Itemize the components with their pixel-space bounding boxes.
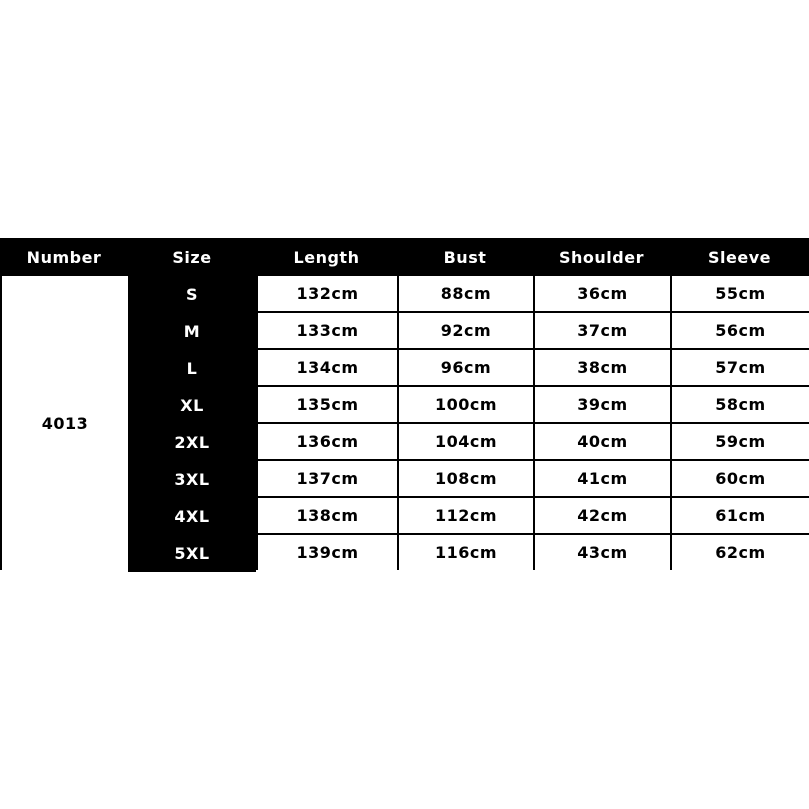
sleeve-cell: 62cm <box>672 535 809 570</box>
length-cell: 137cm <box>258 461 397 496</box>
bust-cell: 96cm <box>399 350 533 385</box>
model-number: 4013 <box>2 276 128 571</box>
length-cell: 136cm <box>258 424 397 459</box>
size-cell: L <box>128 350 256 387</box>
header-size: Size <box>128 238 256 276</box>
header-number: Number <box>0 238 128 276</box>
header-bust: Bust <box>397 238 533 276</box>
shoulder-cell: 40cm <box>535 424 670 459</box>
shoulder-cell: 41cm <box>535 461 670 496</box>
size-cell: M <box>128 313 256 350</box>
sleeve-cell: 57cm <box>672 350 809 385</box>
length-cell: 138cm <box>258 498 397 533</box>
bust-cell: 104cm <box>399 424 533 459</box>
header-length: Length <box>256 238 397 276</box>
size-cell: 5XL <box>128 535 256 572</box>
bust-cell: 108cm <box>399 461 533 496</box>
size-cell: 3XL <box>128 461 256 498</box>
sleeve-cell: 55cm <box>672 276 809 311</box>
size-cell: 2XL <box>128 424 256 461</box>
bust-cell: 92cm <box>399 313 533 348</box>
bust-cell: 116cm <box>399 535 533 570</box>
size-cell: XL <box>128 387 256 424</box>
size-chart-table <box>0 238 809 570</box>
length-cell: 133cm <box>258 313 397 348</box>
bust-cell: 88cm <box>399 276 533 311</box>
shoulder-cell: 39cm <box>535 387 670 422</box>
shoulder-cell: 42cm <box>535 498 670 533</box>
bust-cell: 112cm <box>399 498 533 533</box>
length-cell: 139cm <box>258 535 397 570</box>
sleeve-cell: 61cm <box>672 498 809 533</box>
sleeve-cell: 60cm <box>672 461 809 496</box>
header-sleeve: Sleeve <box>670 238 809 276</box>
size-cell: 4XL <box>128 498 256 535</box>
sleeve-cell: 56cm <box>672 313 809 348</box>
size-cell: S <box>128 276 256 313</box>
header-shoulder: Shoulder <box>533 238 670 276</box>
bust-cell: 100cm <box>399 387 533 422</box>
shoulder-cell: 43cm <box>535 535 670 570</box>
sleeve-cell: 58cm <box>672 387 809 422</box>
sleeve-cell: 59cm <box>672 424 809 459</box>
length-cell: 135cm <box>258 387 397 422</box>
length-cell: 132cm <box>258 276 397 311</box>
shoulder-cell: 36cm <box>535 276 670 311</box>
shoulder-cell: 38cm <box>535 350 670 385</box>
shoulder-cell: 37cm <box>535 313 670 348</box>
length-cell: 134cm <box>258 350 397 385</box>
